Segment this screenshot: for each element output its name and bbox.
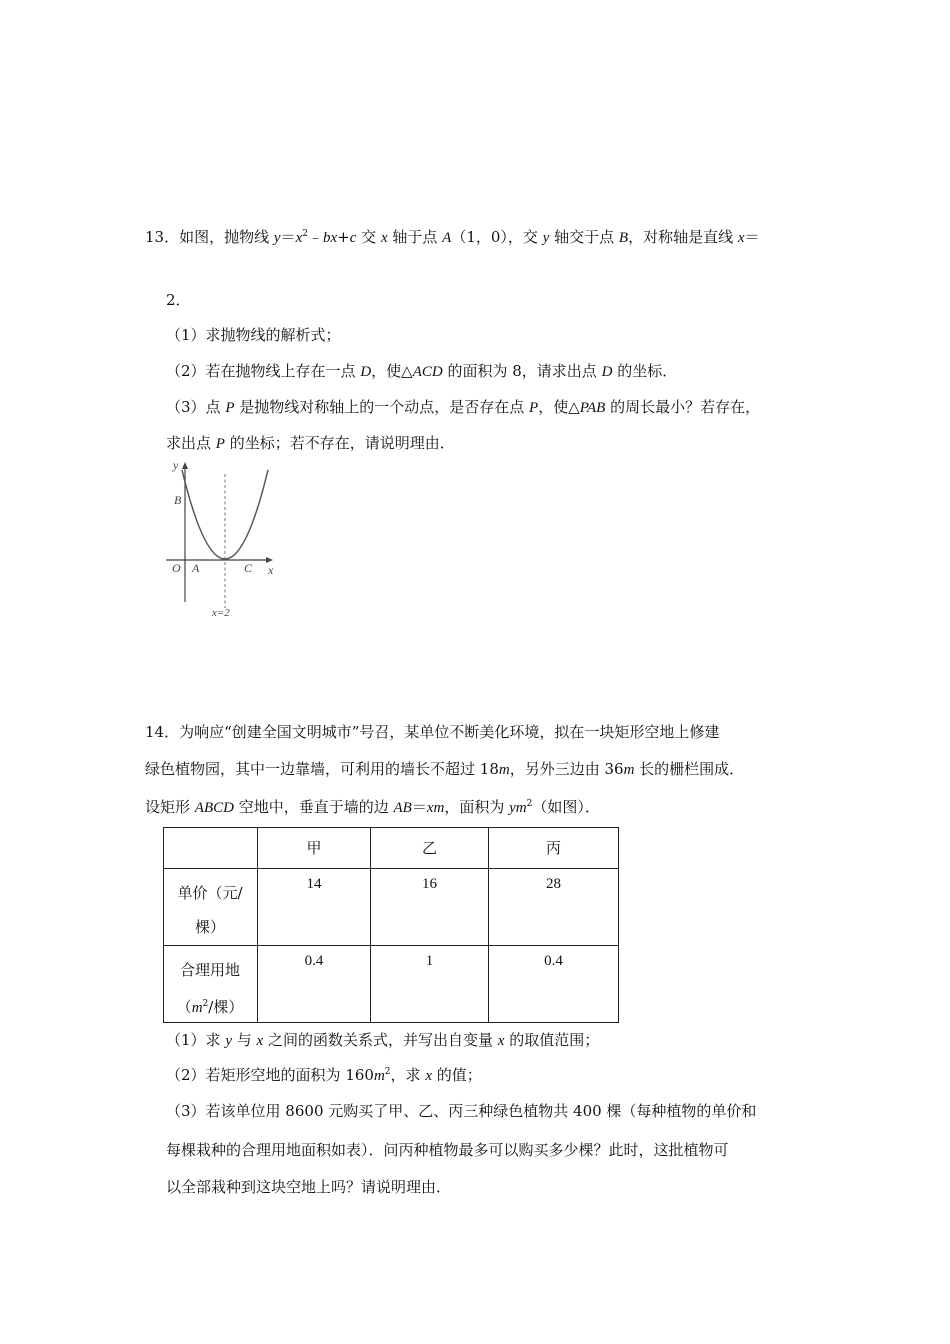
q13-stem-line1: 13．如图，抛物线 $y=x^2﹣bx+c$ 交 x 轴于点 A（1，0），交 y 轴交于点 B，对称轴是直线 x＝ <box>145 228 760 246</box>
q14-part3-line3: 以全部栽种到这块空地上吗？请说明理由． <box>166 1178 452 1196</box>
point-C-label: C <box>244 561 253 575</box>
q14-stem-line3: 设矩形 ABCD 空地中，垂直于墙的边 AB＝xm，面积为 $ym^2$（如图）． <box>145 798 600 816</box>
table-row1-bing: 28 <box>546 876 561 892</box>
table-row1-label: 单价（元/ 棵） <box>177 884 243 936</box>
q14-number: 14． <box>145 723 180 741</box>
q13-part2: （2）若在抛物线上存在一点 D，使△ACD 的面积为 8，请求出点 D 的坐标． <box>166 362 678 380</box>
q13-part3-line2: 求出点 P 的坐标；若不存在，请说明理由． <box>166 434 455 452</box>
y-axis-arrow <box>182 462 188 469</box>
q14-part1: （1）求 y 与 x 之间的函数关系式，并写出自变量 x 的取值范围； <box>166 1031 600 1049</box>
table-header-jia: 甲 <box>306 839 322 857</box>
x-axis-label: x <box>268 563 274 577</box>
q13-part3-line1: （3）点 P 是抛物线对称轴上的一个动点，是否存在点 P，使△PAB 的周长最小？若存在， <box>166 398 761 416</box>
table-row2-bing: 0.4 <box>544 953 563 969</box>
point-B-label: B <box>174 493 182 507</box>
origin-label: O <box>172 561 181 575</box>
table-row2-label: 合理用地 （$m^2/$棵） <box>176 961 244 1016</box>
table-row1-jia: 14 <box>306 876 322 892</box>
y-axis-label: y <box>173 458 179 472</box>
plant-table <box>163 827 619 1023</box>
q14-stem-line1: 14．为响应“创建全国文明城市”号召，某单位不断美化环境，拟在一块矩形空地上修建 <box>145 723 720 741</box>
symmetry-axis-label: x=2 <box>212 607 230 619</box>
q14-part3-line1: （3）若该单位用 8600 元购买了甲、乙、丙三种绿色植物共 400 棵（每种植物的单价和 <box>166 1102 757 1120</box>
table-row1-yi: 16 <box>422 876 437 892</box>
table-row2-jia: 0.4 <box>304 953 324 969</box>
table-row2-yi: 1 <box>425 953 434 969</box>
point-A-label: A <box>192 561 200 575</box>
q13-stem-line2: 2． <box>166 291 191 309</box>
q14-part3-line2: 每棵栽种的合理用地面积如表）．问丙种植物最多可以购买多少棵？此时，这批植物可 <box>166 1141 729 1159</box>
q14-part2: （2）若矩形空地的面积为 $160m^2$，求 x 的值； <box>166 1066 482 1084</box>
q13-part1: （1）求抛物线的解析式； <box>166 326 341 344</box>
q14-stem-line2: 绿色植物园，其中一边靠墙，可利用的墙长不超过 18m，另外三边由 36m 长的栅栏围成． <box>145 760 745 778</box>
parabola-figure <box>160 458 280 620</box>
table-header-bing: 丙 <box>545 839 561 857</box>
q13-number: 13． <box>145 228 180 246</box>
table-header-yi: 乙 <box>421 839 437 857</box>
